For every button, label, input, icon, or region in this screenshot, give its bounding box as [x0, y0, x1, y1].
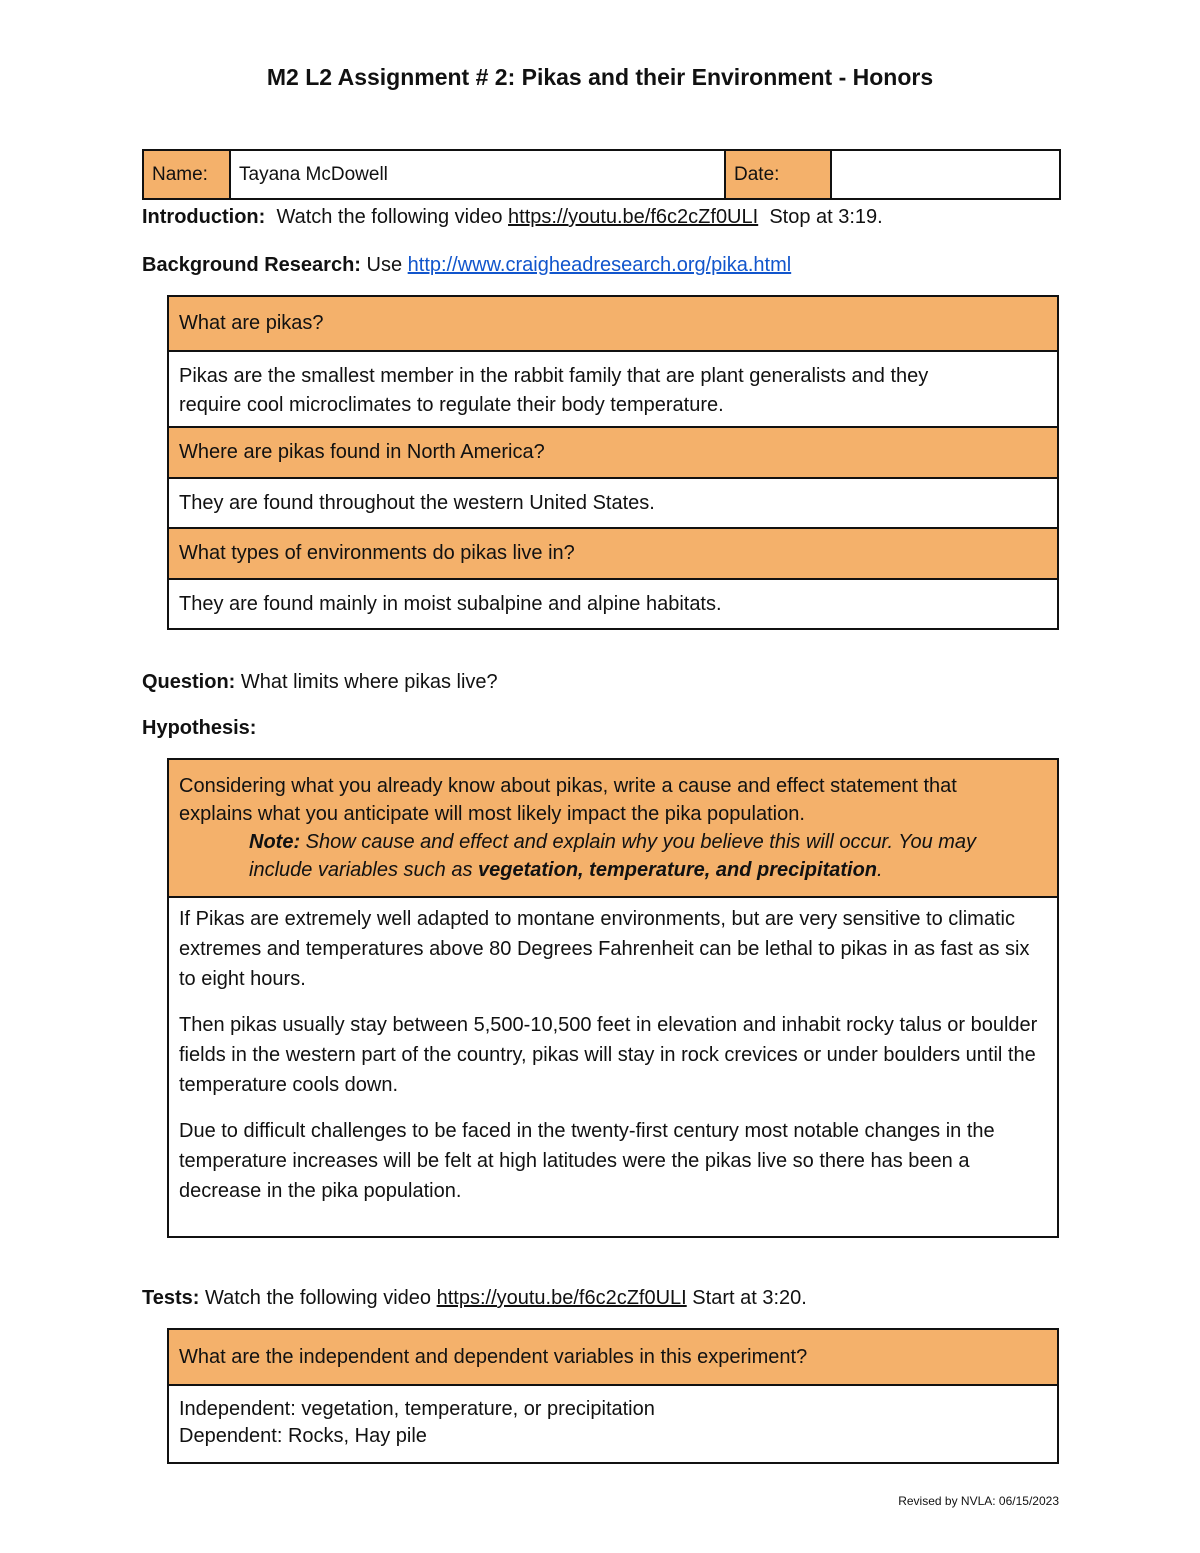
date-field[interactable] — [832, 151, 1059, 198]
question-line — [142, 671, 498, 694]
hypothesis-label: Hypothesis: — [142, 717, 257, 739]
introduction-label: Introduction: — [142, 206, 266, 228]
research-answer-2[interactable]: They are found throughout the western United States. — [169, 477, 1057, 527]
note-end: . — [877, 859, 883, 881]
question-label: Question: — [142, 671, 236, 693]
introduction-suffix: Stop at 3:19. — [769, 206, 883, 228]
variables-question: What are the independent and dependent variables in this experiment? — [169, 1330, 1057, 1384]
note-variables: vegetation, temperature, and precipitation — [478, 859, 877, 881]
research-table — [167, 295, 1059, 630]
tests-label: Tests: — [142, 1287, 200, 1309]
introduction-line — [142, 206, 883, 229]
hypothesis-answer-p3: Due to difficult challenges to be faced in the twenty-first century most notable changes in the temperature increases will be felt at high latitudes were the pikas live so there has been a decrease in the pika population. — [179, 1120, 995, 1202]
hypothesis-heading — [142, 717, 256, 740]
research-answer-3[interactable]: They are found mainly in moist subalpine and alpine habitats. — [169, 578, 1057, 628]
research-question-1: What are pikas? — [169, 297, 1057, 350]
note-label: Note: — [249, 831, 301, 853]
hypothesis-prompt-line1: Considering what you already know about pikas, write a cause and effect statement that — [179, 775, 957, 797]
hypothesis-table — [167, 758, 1059, 1238]
note-text-2: include variables such as — [249, 859, 473, 881]
hypothesis-note — [179, 828, 1047, 884]
tests-text: Watch the following video — [204, 1287, 432, 1309]
research-answer-1-line2: require cool microclimates to regulate their body temperature. — [179, 394, 724, 416]
hypothesis-prompt-line2: explains what you anticipate will most likely impact the pika population. — [179, 803, 805, 825]
background-line — [142, 254, 791, 277]
hypothesis-prompt — [169, 760, 1057, 896]
research-answer-1[interactable] — [169, 350, 1057, 426]
variables-answer-line2: Dependent: Rocks, Hay pile — [179, 1425, 427, 1447]
tests-suffix: Start at 3:20. — [692, 1287, 807, 1309]
variables-answer-line1: Independent: vegetation, temperature, or precipitation — [179, 1398, 655, 1420]
hypothesis-answer-p1: If Pikas are extremely well adapted to montane environments, but are very sensitive to climatic extremes and temperatures above 80 Degrees Fahrenheit can be lethal to pikas in as fast as six to eight hours. — [179, 908, 1030, 990]
background-label: Background Research: — [142, 254, 361, 276]
date-label: Date: — [726, 151, 832, 198]
note-text-1: Show cause and effect and explain why you believe this will occur. You may — [305, 831, 977, 853]
variables-answer[interactable] — [169, 1384, 1057, 1462]
tests-video-link[interactable]: https://youtu.be/f6c2cZf0ULI — [436, 1287, 687, 1309]
introduction-text: Watch the following video — [276, 206, 503, 228]
background-research-link[interactable]: http://www.craigheadresearch.org/pika.html — [407, 254, 792, 276]
name-field[interactable]: Tayana McDowell — [231, 151, 726, 198]
variables-table — [167, 1328, 1059, 1464]
tests-line — [142, 1287, 807, 1310]
name-label: Name: — [144, 151, 231, 198]
page-title: M2 L2 Assignment # 2: Pikas and their Environment - Honors — [266, 64, 934, 90]
research-answer-1-line1: Pikas are the smallest member in the rabbit family that are plant generalists and they — [179, 365, 929, 387]
question-text: What limits where pikas live? — [240, 671, 498, 693]
research-question-2: Where are pikas found in North America? — [169, 426, 1057, 477]
name-date-row — [142, 149, 1061, 200]
background-text: Use — [366, 254, 403, 276]
hypothesis-answer[interactable] — [169, 896, 1057, 1236]
research-question-3: What types of environments do pikas live in? — [169, 527, 1057, 578]
hypothesis-answer-p2: Then pikas usually stay between 5,500-10,500 feet in elevation and inhabit rocky talus or boulder fields in the western part of the country, pikas will stay in rock crevices or under boulders until the temperature cools down. — [179, 1014, 1038, 1096]
revision-footer: Revised by NVLA: 06/15/2023 — [898, 1494, 1059, 1508]
introduction-video-link[interactable]: https://youtu.be/f6c2cZf0ULI — [508, 206, 759, 228]
